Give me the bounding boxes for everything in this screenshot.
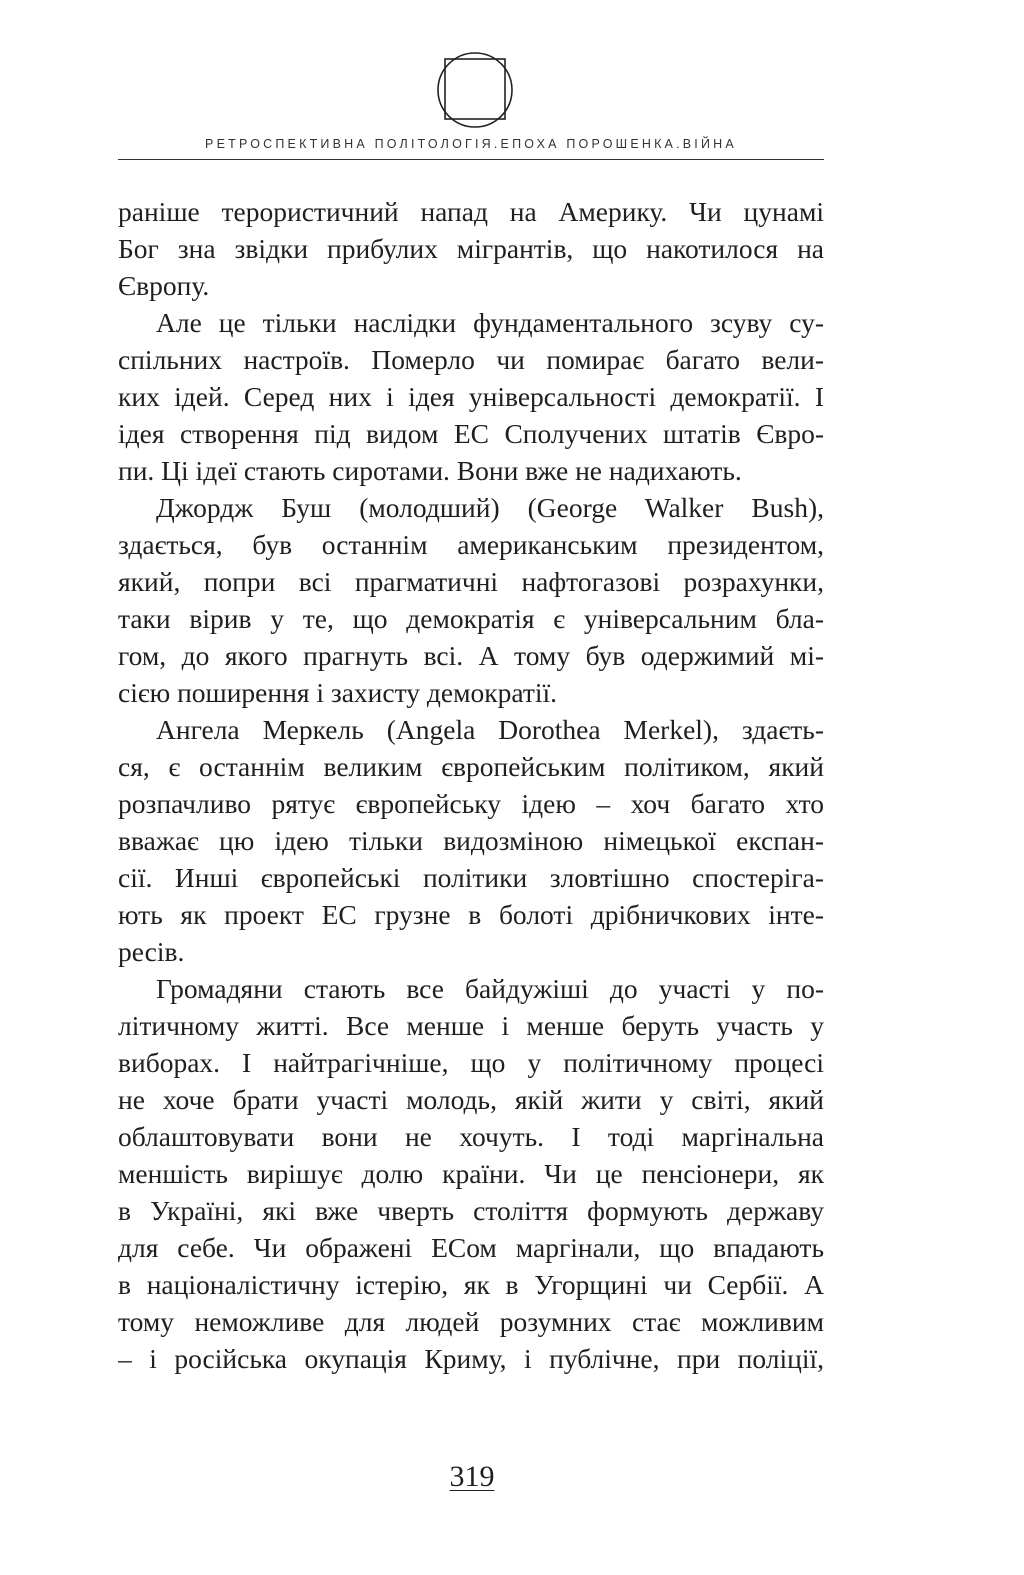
- text-line: Громадяни стають все байдужіші до участі у по-: [156, 973, 824, 1004]
- text-line: Бог зна звідки прибулих мігрантів, що накотилося на: [118, 233, 824, 264]
- text-line: для себе. Чи ображені ЕСом маргінали, що впадають: [118, 1232, 824, 1263]
- text-line: в націоналістичну істерію, як в Угорщині чи Сербії. А: [118, 1269, 824, 1300]
- text-line: Ангела Меркель (Angela Dorothea Merkel), здаєть-: [156, 714, 824, 745]
- text-line: раніше терористичний напад на Америку. Чи цунамі: [118, 196, 824, 227]
- body-text: [118, 193, 824, 1377]
- text-line: сії. Инші європейські політики зловтішно спостеріга-: [118, 862, 824, 893]
- text-line: ся, є останнім великим європейським політиком, який: [118, 751, 824, 782]
- text-line: не хоче брати участі молодь, якій жити у світі, який: [118, 1084, 824, 1115]
- text-line: Європу.: [118, 270, 210, 301]
- text-line: ресів.: [118, 936, 185, 967]
- text-line: тому неможливе для людей розумних стає можливим: [118, 1306, 824, 1337]
- text-line: гом, до якого прагнуть всі. А тому був одержимий мі-: [118, 640, 824, 671]
- text-line: меншість вирішує долю країни. Чи це пенсіонери, як: [118, 1158, 824, 1189]
- text-line: вважає цю ідею тільки видозміною німецької експан-: [118, 825, 824, 856]
- text-line: облаштовувати вони не хочуть. І тоді маргінальна: [118, 1121, 824, 1152]
- header-divider: [118, 159, 824, 160]
- text-line: сією поширення і захисту демократії.: [118, 677, 558, 708]
- text-line: пи. Ці ідеї стають сиротами. Вони вже не надихають.: [118, 455, 742, 486]
- page-number: 319: [449, 1460, 495, 1493]
- text-line: таки вірив у те, що демократія є універсальним бла-: [118, 603, 824, 634]
- text-line: здається, був останнім американським президентом,: [118, 529, 824, 560]
- text-line: виборах. І найтрагічніше, що у політичному процесі: [118, 1047, 824, 1078]
- text-line: ких ідей. Серед них і ідея універсальності демократії. І: [118, 381, 824, 412]
- text-line: Джордж Буш (молодший) (George Walker Bush),: [156, 492, 824, 523]
- text-line: – і російська окупація Криму, і публічне, при поліції,: [118, 1343, 824, 1374]
- text-line: спільних настроїв. Померло чи помирає багато вели-: [118, 344, 824, 375]
- circle-square-emblem-icon: [436, 50, 514, 130]
- text-line: який, попри всі прагматичні нафтогазові розрахунки,: [118, 566, 824, 597]
- text-line: літичному житті. Все менше і менше беруть участь у: [118, 1010, 824, 1041]
- text-line: в Україні, які вже чверть століття формують державу: [118, 1195, 824, 1226]
- text-line: ють як проект ЕС грузне в болоті дрібничкових інте-: [118, 899, 824, 930]
- text-line: ідея створення під видом ЕС Сполучених штатів Євро-: [118, 418, 824, 449]
- running-header-title: РЕТРОСПЕКТИВНА ПОЛІТОЛОГІЯ.ЕПОХА ПОРОШЕНКА.ВІЙНА: [205, 137, 737, 151]
- text-line: Але це тільки наслідки фундаментального зсуву су-: [156, 307, 824, 338]
- text-line: розпачливо рятує європейську ідею – хоч багато хто: [118, 788, 824, 819]
